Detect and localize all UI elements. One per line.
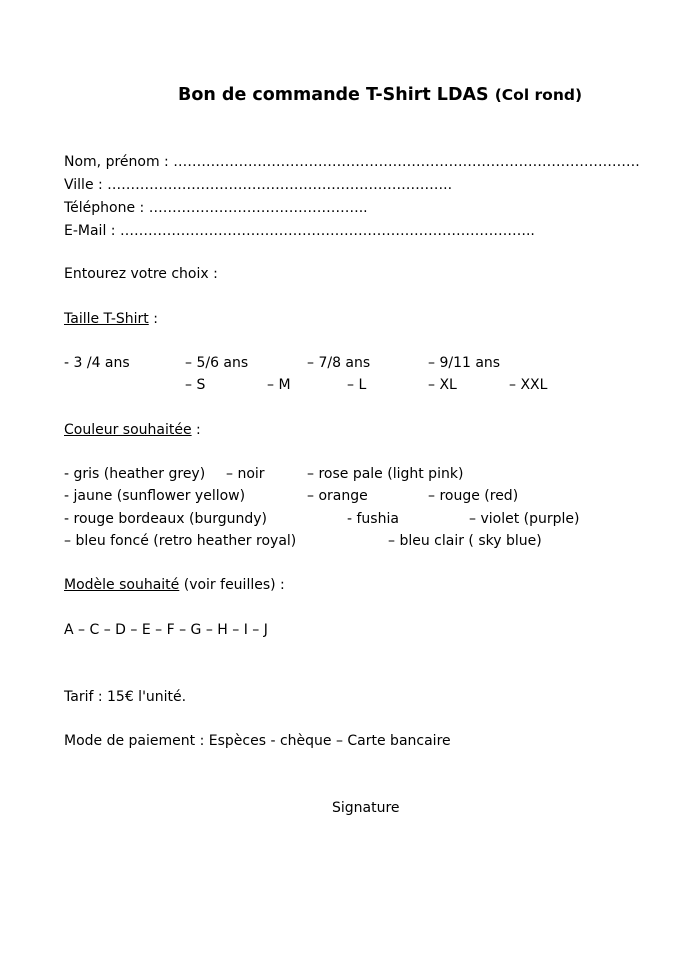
color-option: – orange — [307, 488, 368, 504]
size-option: – L — [347, 377, 367, 393]
modele-heading-label: Modèle souhaité — [64, 577, 180, 593]
signature-label: Signature — [332, 800, 400, 816]
color-option: – violet (purple) — [469, 511, 580, 527]
field-telephone — [64, 200, 368, 216]
field-ville-dots: ……………………………………………………………….. — [107, 177, 453, 193]
modele-heading — [64, 577, 285, 593]
size-option: – XL — [428, 377, 457, 393]
tarif-text: Tarif : 15€ l'unité. — [64, 689, 187, 705]
field-ville-label: Ville : — [64, 177, 103, 193]
field-email-dots: …………………………………………………………………………….. — [119, 223, 535, 239]
size-option: – S — [185, 377, 206, 393]
size-option: - 3 /4 ans — [64, 355, 130, 371]
taille-heading-colon: : — [148, 311, 158, 327]
size-option: – M — [267, 377, 291, 393]
field-email-label: E-Mail : — [64, 223, 116, 239]
color-option: – noir — [226, 466, 265, 482]
couleur-heading — [64, 422, 201, 438]
modele-heading-rest: (voir feuilles) : — [179, 577, 285, 593]
form-title — [178, 85, 582, 105]
color-option: - rouge bordeaux (burgundy) — [64, 511, 267, 527]
form-title-sub: (Col rond) — [494, 86, 583, 104]
color-option: - jaune (sunflower yellow) — [64, 488, 246, 504]
taille-heading — [64, 311, 158, 327]
field-nom-label: Nom, prénom : — [64, 154, 169, 170]
field-nom-dots: ………………………………………………………………………………………. — [173, 154, 640, 170]
size-option: – 9/11 ans — [428, 355, 501, 371]
size-option: – XXL — [509, 377, 548, 393]
couleur-heading-label: Couleur souhaitée — [64, 422, 192, 438]
payment-methods: Mode de paiement : Espèces - chèque – Carte bancaire — [64, 733, 451, 749]
size-option: – 5/6 ans — [185, 355, 249, 371]
color-option: – bleu foncé (retro heather royal) — [64, 533, 297, 549]
field-email — [64, 223, 535, 239]
field-telephone-dots: ……………………………………….. — [148, 200, 368, 216]
taille-heading-label: Taille T-Shirt — [64, 311, 149, 327]
color-option: - fushia — [347, 511, 399, 527]
form-title-main: Bon de commande T-Shirt LDAS — [178, 85, 489, 105]
field-ville — [64, 177, 452, 193]
field-telephone-label: Téléphone : — [64, 200, 145, 216]
size-option: – 7/8 ans — [307, 355, 371, 371]
color-option: - gris (heather grey) — [64, 466, 206, 482]
modele-options: A – C – D – E – F – G – H – I – J — [64, 622, 268, 638]
field-nom — [64, 154, 640, 170]
color-option: – bleu clair ( sky blue) — [388, 533, 542, 549]
color-option: – rose pale (light pink) — [307, 466, 464, 482]
instruction-text: Entourez votre choix : — [64, 266, 218, 282]
color-option: – rouge (red) — [428, 488, 519, 504]
couleur-heading-colon: : — [191, 422, 201, 438]
